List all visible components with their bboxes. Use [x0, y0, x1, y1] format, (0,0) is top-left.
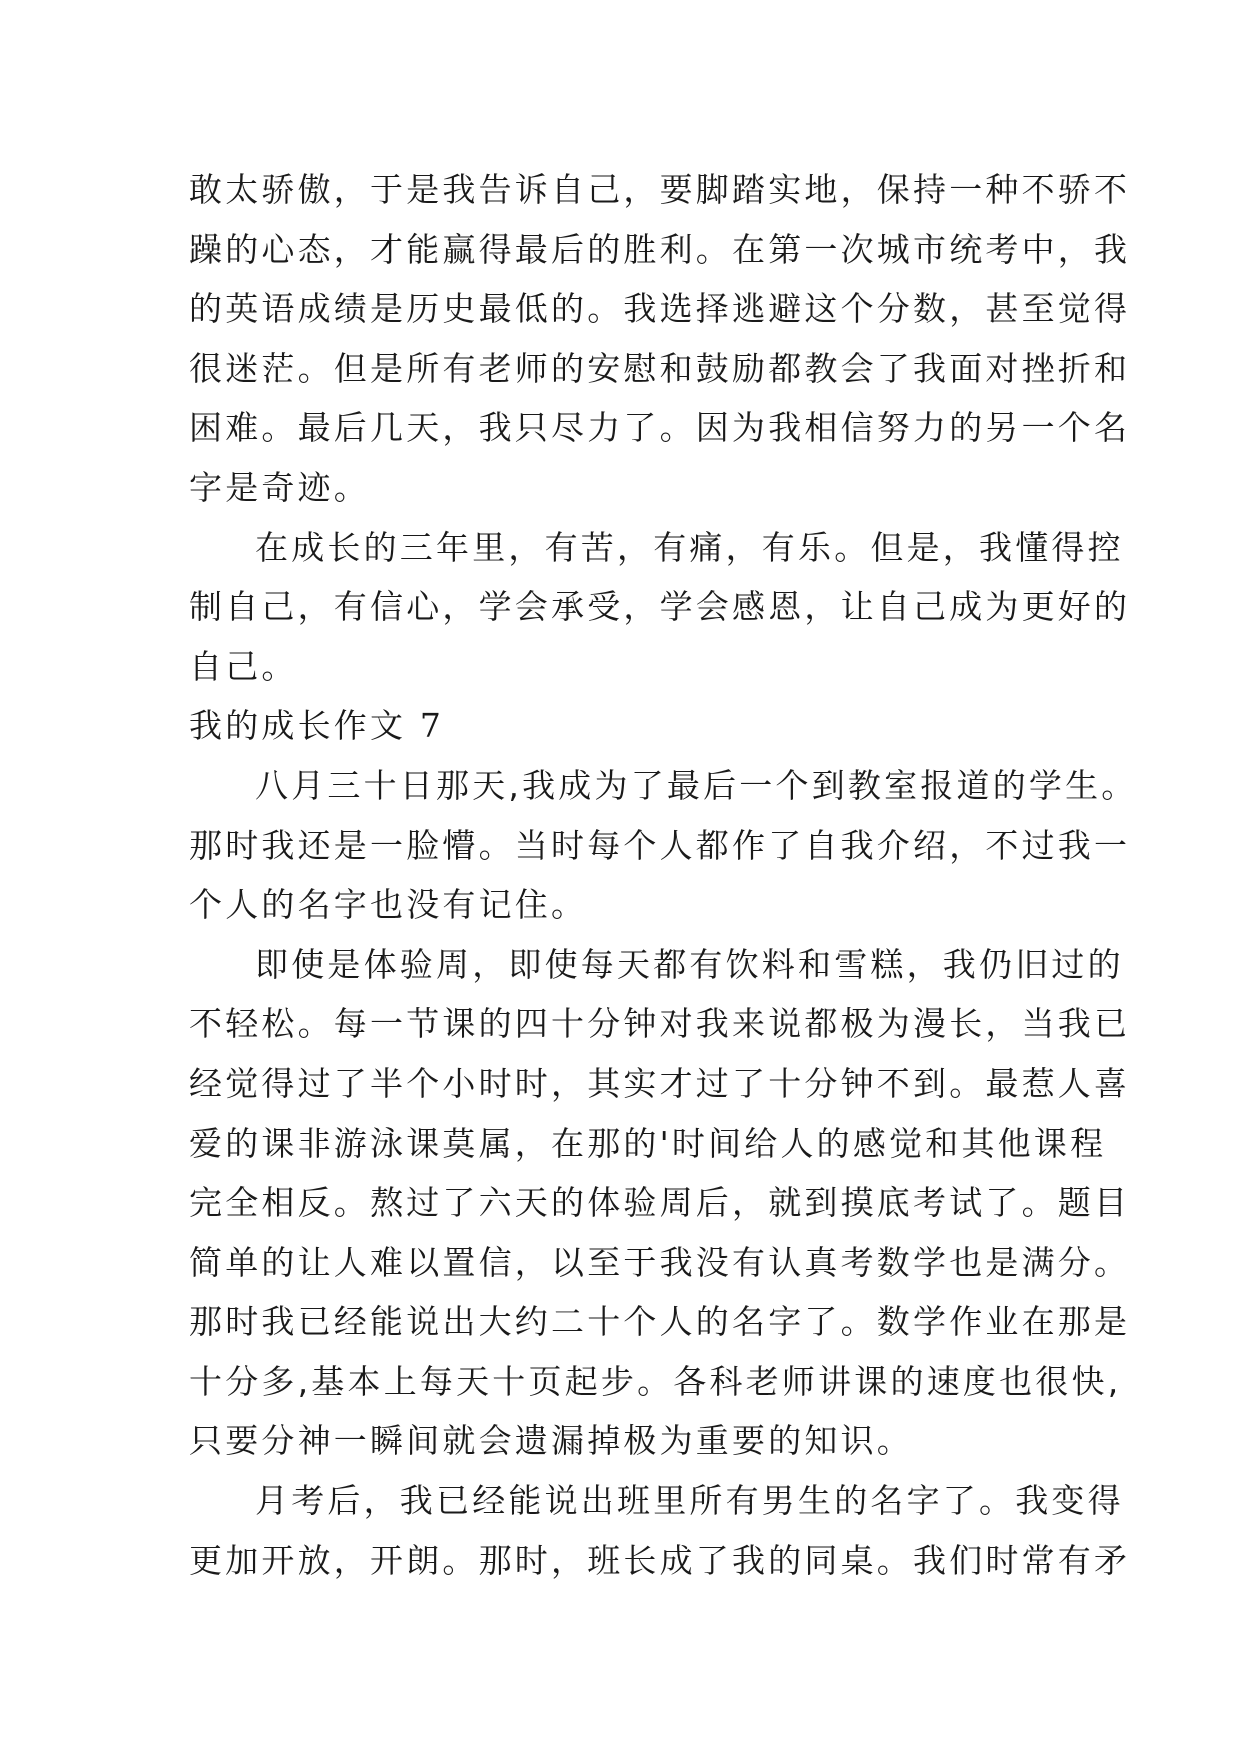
text-line: 完全相反。熬过了六天的体验周后，就到摸底考试了。题目 [189, 1183, 1131, 1223]
text-line: 制自己，有信心，学会承受，学会感恩，让自己成为更好的 [189, 587, 1131, 627]
text-line: 经觉得过了半个小时时，其实才过了十分钟不到。最惹人喜 [189, 1063, 1131, 1103]
text-line: 的英语成绩是历史最低的。我选择逃避这个分数，甚至觉得 [189, 289, 1131, 329]
text-line: 个人的名字也没有记住。 [189, 885, 588, 925]
document-body [189, 160, 1138, 1590]
text-line: 月考后，我已经能说出班里所有男生的名字了。我变得 [255, 1481, 1124, 1521]
text-line: 困难。最后几天，我只尽力了。因为我相信努力的另一个名 [189, 408, 1131, 448]
text-line: 那时我已经能说出大约二十个人的名字了。数学作业在那是 [189, 1302, 1131, 1342]
text-line: 很迷茫。但是所有老师的安慰和鼓励都教会了我面对挫折和 [189, 348, 1131, 388]
text-line: 爱的课非游泳课莫属，在那的'时间给人的感觉和其他课程 [189, 1123, 1107, 1163]
text-line: 简单的让人难以置信，以至于我没有认真考数学也是满分。 [189, 1242, 1131, 1282]
text-line: 躁的心态，才能赢得最后的胜利。在第一次城市统考中，我 [189, 229, 1131, 269]
section-heading: 我的成长作文 7 [189, 706, 445, 746]
text-line: 在成长的三年里，有苦，有痛，有乐。但是，我懂得控 [255, 527, 1124, 567]
text-line: 敢太骄傲，于是我告诉自己，要脚踏实地，保持一种不骄不 [189, 170, 1131, 209]
text-line: 那时我还是一脸懵。当时每个人都作了自我介绍，不过我一 [189, 825, 1131, 865]
text-line: 更加开放，开朗。那时，班长成了我的同桌。我们时常有矛 [189, 1540, 1131, 1580]
text-line: 自己。 [189, 646, 298, 686]
text-line: 不轻松。每一节课的四十分钟对我来说都极为漫长，当我已 [189, 1004, 1131, 1044]
text-line: 字是奇迹。 [189, 467, 370, 507]
text-line: 即使是体验周，即使每天都有饮料和雪糕，我仍旧过的 [255, 944, 1124, 984]
text-line: 只要分神一瞬间就会遗漏掉极为重要的知识。 [189, 1421, 913, 1461]
text-line: 十分多,基本上每天十页起步。各科老师讲课的速度也很快, [189, 1361, 1122, 1401]
text-line: 八月三十日那天,我成为了最后一个到教室报道的学生。 [255, 765, 1138, 805]
